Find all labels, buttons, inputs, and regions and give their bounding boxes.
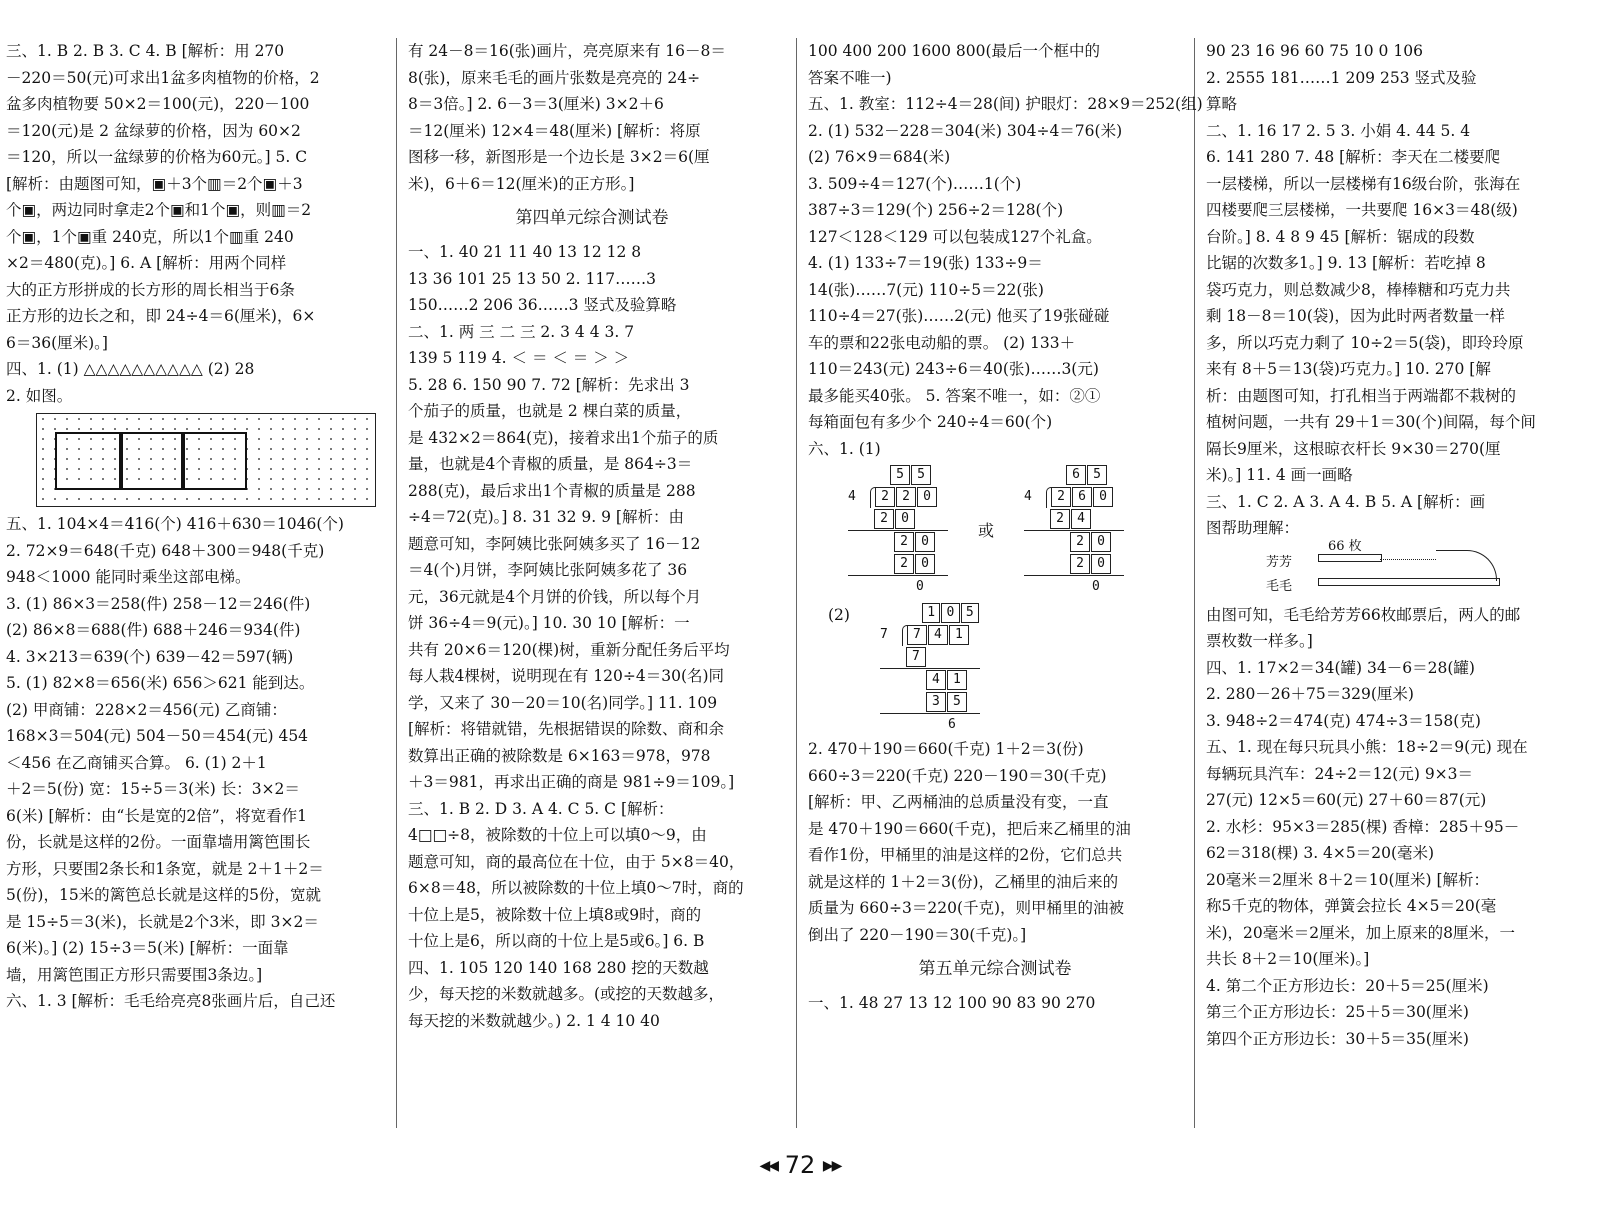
text-line: 最多能买40张。 5. 答案不唯一，如：②①: [808, 386, 1101, 405]
text-line: 每箱面包有多少个 240÷4＝60(个): [808, 413, 1053, 431]
text-line: 台阶。] 8. 4 8 9 45 [解析：锯成的段数: [1206, 227, 1475, 246]
text-line: 墙，用篱笆围正方形只需要围3条边。]: [6, 965, 263, 984]
text-line: 票枚数一样多。]: [1206, 632, 1313, 650]
text-line: 四、1. 105 120 140 168 280 挖的天数越: [408, 958, 709, 977]
column-divider: [796, 38, 797, 1128]
text-line: 五、1. 教室：112÷4＝28(间) 护眼灯：28×9＝252(组): [808, 95, 1203, 113]
text-line: 8(张)，原来毛毛的画片张数是亮亮的 24÷: [408, 68, 701, 87]
or-label: 或: [978, 520, 995, 540]
prev-arrows-icon: ◀◀: [759, 1158, 778, 1174]
text-line: 2. 470＋190＝660(千克) 1＋2＝3(份): [808, 740, 1084, 758]
text-line: 6(米)。] (2) 15÷3＝5(米) [解析：一面靠: [6, 939, 289, 957]
text-line: 米)，6＋6＝12(厘米)的正方形。]: [408, 174, 635, 193]
text-line: 盆多肉植物要 50×2＝100(元)，220－100: [6, 95, 310, 113]
text-line: 14(张)……7(元) 110÷5＝22(张): [808, 280, 1044, 299]
remainder: 0: [916, 578, 924, 594]
column-1: [6, 38, 386, 1015]
text-line: 方形，只要围2条长和1条宽，就是 2＋1＋2＝: [6, 859, 324, 878]
text-line: 共长 8＋2＝10(厘米)。]: [1206, 950, 1370, 968]
text-line: 米)，20毫米＝2厘米，加上原来的8厘米，一: [1206, 923, 1515, 942]
digit-box: 4: [928, 625, 948, 645]
text-line: 多，所以巧克力剩了 10÷2＝5(袋)，即玲玲原: [1206, 333, 1524, 352]
sub-question-label: (2): [828, 606, 850, 624]
text-line: (2) 甲商铺：228×2＝456(元) 乙商铺：: [6, 700, 287, 719]
next-arrows-icon: ▶▶: [822, 1158, 841, 1174]
text-line: ＋2＝5(份) 宽：15÷5＝3(米) 长：3×2＝: [6, 780, 300, 798]
text-line: 三、1. B 2. B 3. C 4. B [解析：用 270: [6, 42, 285, 60]
digit-box: 2: [1070, 554, 1090, 574]
text-line: 每辆玩具汽车：24÷2＝12(元) 9×3＝: [1206, 764, 1474, 783]
text-line: 比锯的次数多1。] 9. 13 [解析：若吃掉 8: [1206, 254, 1486, 272]
text-line: 5. 28 6. 150 90 7. 72 [解析：先求出 3: [408, 375, 690, 394]
text-line: 图移一移，新图形是一个边长是 3×2＝6(厘: [408, 148, 710, 166]
text-line: 第三个正方形边长：25＋5＝30(厘米): [1206, 1003, 1469, 1021]
page-footer: [0, 1151, 1600, 1179]
grid-rectangle: [181, 432, 247, 490]
text-line: 4. 3×213＝639(个) 639－42＝597(辆): [6, 647, 294, 666]
text-line: 剩 18－8＝10(袋)，因为此时两者数量一样: [1206, 307, 1505, 325]
text-line: 5. (1) 82×8＝656(米) 656＞621 能到达。: [6, 674, 315, 692]
long-division-a: [848, 464, 948, 598]
text-line: 正方形的边长之和，即 24÷4＝6(厘米)，6×: [6, 307, 316, 325]
digit-box: 4: [926, 670, 946, 690]
digit-box: 3: [926, 692, 946, 712]
digit-box: 2: [894, 554, 914, 574]
text-line: 第四个正方形边长：30＋5＝35(厘米): [1206, 1029, 1469, 1048]
text-line: ×2＝480(克)。] 6. A [解析：用两个同样: [6, 254, 287, 272]
text-line: 五、1. 104×4＝416(个) 416＋630＝1046(个): [6, 515, 344, 533]
text-line: 4. (1) 133÷7＝19(张) 133÷9＝: [808, 254, 1043, 272]
text-line: 3. 509÷4＝127(个)……1(个): [808, 174, 1022, 193]
text-line: ＋3＝981，再求出正确的商是 981÷9＝109。]: [408, 773, 735, 791]
text-line: 4□□÷8，被除数的十位上可以填0～9，由: [408, 826, 707, 844]
text-line: 139 5 119 4. ＜ ＝ ＜ ＝ ＞ ＞: [408, 349, 630, 367]
text-line: 袋巧克力，则总数减少8，棒棒糖和巧克力共: [1206, 280, 1511, 299]
text-line: 13 36 101 25 13 50 2. 117……3: [408, 269, 656, 288]
text-line: [解析：甲、乙两桶油的总质量没有变，一直: [808, 793, 1109, 811]
text-line: 共有 20×6＝120(棵)树，重新分配任务后平均: [408, 640, 730, 659]
text-line: 2. (1) 532－228＝304(米) 304÷4＝76(米): [808, 121, 1123, 140]
text-line: 车的票和22张电动船的票。 (2) 133＋: [808, 333, 1076, 352]
text-line: 十位上是5，被除数十位上填8或9时，商的: [408, 905, 702, 924]
text-line: 植树问题，一共有 29＋1＝30(个)间隔，每个间: [1206, 413, 1536, 431]
digit-box: 2: [896, 487, 916, 507]
text-line: 一层楼梯，所以一层楼梯有16级台阶，张海在: [1206, 174, 1521, 193]
column-2: [408, 38, 776, 1034]
long-division-c: [880, 602, 980, 736]
text-line: 少，每天挖的米数就越多。(或挖的天数越多，: [408, 985, 725, 1003]
text-line: 析：由题图可知，打孔相当于两端都不栽树的: [1206, 386, 1517, 405]
sketch-label-fangfang: 芳芳: [1266, 554, 1293, 570]
digit-box: 5: [911, 465, 931, 485]
text-line: 学，又来了 30－20＝10(名)同学。] 11. 109: [408, 693, 718, 712]
text-line: 量，也就是4个青椒的质量，是 864÷3＝: [408, 455, 693, 473]
text-line: 来有 8＋5＝13(袋)巧克力。] 10. 270 [解: [1206, 360, 1491, 378]
text-line: 2. 280－26＋75＝329(厘米): [1206, 685, 1414, 703]
text-line: 每天挖的米数就越少。) 2. 1 4 10 40: [408, 1011, 660, 1030]
text-line: 个▣，1个▣重 240克，所以1个▥重 240: [6, 227, 294, 246]
digit-box: 2: [1051, 487, 1071, 507]
text-line: 110÷4＝27(张)……2(元) 他买了19张碰碰: [808, 307, 1110, 325]
digit-box: 0: [915, 554, 935, 574]
text-line: ÷4＝72(克)。] 8. 31 32 9. 9 [解析：由: [408, 508, 684, 526]
column-4: [1206, 38, 1591, 1052]
text-line: 6(米) [解析：由“长是宽的2倍”，将宽看作1: [6, 806, 308, 825]
text-line: 六、1. 3 [解析：毛毛给亮亮8张画片后，自己还: [6, 992, 336, 1010]
section-title-unit5: 第五单元综合测试卷: [918, 959, 1072, 979]
text-line: 题意可知，商的最高位在十位，由于 5×8＝40，: [408, 852, 745, 871]
text-line: 6＝36(厘米)。]: [6, 333, 108, 352]
text-line: 62＝318(棵) 3. 4×5＝20(毫米): [1206, 844, 1435, 862]
text-line: 110＝243(元) 243÷6＝40(张)……3(元): [808, 360, 1099, 378]
text-line: 每人栽4棵树，说明现在有 120÷4＝30(名)同: [408, 667, 725, 685]
text-line: 个▣，两边同时拿走2个▣和1个▣，则▥＝2: [6, 201, 312, 219]
digit-box: 2: [874, 509, 894, 529]
text-line: 答案不唯一): [808, 68, 892, 87]
section-title-unit4: 第四单元综合测试卷: [515, 208, 669, 228]
text-line: 个茄子的质量，也就是 2 棵白菜的质量，: [408, 402, 692, 420]
text-line: －220＝50(元)可求出1盆多肉植物的价格，2: [6, 68, 320, 87]
digit-box: 1: [947, 670, 967, 690]
text-line: 看作1份，甲桶里的油是这样的2份，它们总共: [808, 846, 1123, 864]
text-line: 3. 948÷2＝474(克) 474÷3＝158(克): [1206, 711, 1481, 730]
text-line: 2. 如图。: [6, 386, 73, 405]
digit-box: 6: [1072, 487, 1092, 507]
digit-box: 0: [1091, 554, 1111, 574]
text-line: 就是这样的 1＋2＝3(份)，乙桶里的油后来的: [808, 872, 1119, 891]
text-line: 图帮助理解：: [1206, 519, 1300, 537]
text-line: (2) 76×9＝684(米): [808, 148, 951, 166]
text-line: 六、1. (1): [808, 439, 881, 458]
digit-box: 0: [941, 603, 959, 623]
digit-box: 7: [907, 625, 927, 645]
digit-box: 5: [890, 465, 910, 485]
text-line: 饼 36÷4＝9(元)。] 10. 30 10 [解析：一: [408, 614, 690, 632]
text-line: 90 23 16 96 60 75 10 0 106: [1206, 42, 1423, 60]
text-line: 隔长9厘米，这根晾衣杆长 9×30＝270(厘: [1206, 439, 1501, 458]
text-line: 数算出正确的被除数是 6×163＝978，978: [408, 746, 711, 765]
text-line: 2. 2555 181……1 209 253 竖式及验: [1206, 68, 1477, 87]
long-division-b: [1024, 464, 1124, 598]
text-line: 4. 第二个正方形边长：20＋5＝25(厘米): [1206, 976, 1489, 995]
text-line: 大的正方形拼成的长方形的周长相当于6条: [6, 280, 295, 299]
text-line: [解析：将错就错，先根据错误的除数、商和余: [408, 720, 725, 738]
digit-box: 0: [917, 487, 937, 507]
text-line: 127＜128＜129 可以包装成127个礼盒。: [808, 227, 1102, 246]
digit-box: 0: [1091, 532, 1111, 552]
text-line: 660÷3＝220(千克) 220－190＝30(千克): [808, 766, 1107, 785]
text-line: 387÷3＝129(个) 256÷2＝128(个): [808, 201, 1064, 219]
long-division-figures: [848, 464, 1182, 598]
remainder: 0: [1092, 578, 1100, 594]
digit-box: 7: [906, 647, 926, 667]
text-line: 是 432×2＝864(克)，接着求出1个茄子的质: [408, 428, 719, 447]
text-line: 一、1. 48 27 13 12 100 90 83 90 270: [808, 994, 1096, 1012]
text-line: 五、1. 现在每只玩具小熊：18÷2＝9(元) 现在: [1206, 738, 1528, 756]
text-line: 288(克)，最后求出1个青椒的质量是 288: [408, 481, 696, 500]
text-line: 四楼要爬三层楼梯，一共要爬 16×3＝48(级): [1206, 201, 1518, 219]
sketch-label-maomao: 毛毛: [1266, 578, 1293, 594]
text-line: 四、1. 17×2＝34(罐) 34－6＝28(罐): [1206, 658, 1475, 677]
text-line: 2. 72×9＝648(千克) 648＋300＝948(千克): [6, 541, 325, 560]
text-line: ＝12(厘米) 12×4＝48(厘米) [解析：将原: [408, 121, 701, 140]
digit-box: 4: [1071, 509, 1091, 529]
digit-box: 1: [949, 625, 969, 645]
digit-box: 2: [1070, 532, 1090, 552]
digit-box: 0: [1093, 487, 1113, 507]
remainder: 6: [947, 716, 956, 732]
text-line: 元，36元就是4个月饼的价钱，所以每个月: [408, 587, 702, 606]
grid-rectangle: [55, 432, 123, 490]
text-line: 6×8＝48，所以被除数的十位上填0～7时，商的: [408, 879, 744, 897]
text-line: ＝120，所以一盆绿萝的价格为60元。] 5. C: [6, 148, 308, 166]
column-divider: [396, 38, 397, 1128]
text-line: 一、1. 40 21 11 40 13 12 12 8: [408, 243, 642, 261]
text-line: 27(元) 12×5＝60(元) 27＋60＝87(元): [1206, 791, 1487, 809]
text-line: 948＜1000 能同时乘坐这部电梯。: [6, 568, 251, 586]
digit-box: 2: [894, 532, 914, 552]
digit-box: 6: [1066, 465, 1086, 485]
digit-box: 0: [915, 532, 935, 552]
text-line: 三、1. C 2. A 3. A 4. B 5. A [解析：画: [1206, 492, 1486, 511]
text-line: (2) 86×8＝688(件) 688＋246＝934(件): [6, 621, 301, 639]
text-line: 米)。] 11. 4 画一画略: [1206, 466, 1353, 484]
divisor: 4: [1024, 488, 1032, 504]
text-line: 是 15÷5＝3(米)，长就是2个3米，即 3×2＝: [6, 912, 319, 931]
text-line: 20毫米＝2厘米 8＋2＝10(厘米) [解析：: [1206, 870, 1490, 889]
divisor: 7: [879, 626, 888, 642]
divisor: 4: [848, 488, 856, 504]
stamp-sketch: [1266, 538, 1591, 598]
text-line: ＝4(个)月饼，李阿姨比张阿姨多花了 36: [408, 561, 688, 579]
text-line: [解析：由题图可知，▣＋3个▥＝2个▣＋3: [6, 174, 303, 193]
sketch-label-66: 66 枚: [1328, 538, 1362, 554]
sketch-arrow: [1436, 550, 1497, 581]
digit-box: 5: [947, 692, 967, 712]
digit-box: 5: [1087, 465, 1107, 485]
digit-box: 0: [895, 509, 915, 529]
grid-rectangle: [119, 432, 185, 490]
digit-box: 5: [961, 603, 979, 623]
text-line: 8＝3倍。] 2. 6－3＝3(厘米) 3×2＋6: [408, 95, 664, 113]
digit-box: 1: [922, 603, 940, 623]
text-line: 题意可知，李阿姨比张阿姨多买了 16－12: [408, 534, 701, 553]
text-line: 168×3＝504(元) 504－50＝454(元) 454: [6, 727, 309, 745]
text-line: ＜456 在乙商铺买合算。 6. (1) 2＋1: [6, 753, 267, 772]
text-line: 有 24－8＝16(张)画片，亮亮原来有 16－8＝: [408, 42, 726, 60]
text-line: 二、1. 两 三 二 三 2. 3 4 4 3. 7: [408, 322, 635, 341]
text-line: 十位上是6，所以商的十位上是5或6。] 6. B: [408, 932, 705, 950]
text-line: ＝120(元)是 2 盆绿萝的价格，因为 60×2: [6, 121, 301, 140]
text-line: 150……2 206 36……3 竖式及验算略: [408, 296, 677, 314]
text-line: 份，长就是这样的2份。一面靠墙用篱笆围长: [6, 833, 311, 851]
text-line: 100 400 200 1600 800(最后一个框中的: [808, 42, 1101, 60]
digit-box: 2: [1050, 509, 1070, 529]
text-line: 质量为 660÷3＝220(千克)，则甲桶里的油被: [808, 899, 1125, 917]
text-line: 算略: [1206, 95, 1238, 113]
text-line: 5(份)，15米的篱笆总长就是这样的5份，宽就: [6, 886, 322, 904]
digit-box: 2: [875, 487, 895, 507]
sketch-dotted: [1380, 559, 1436, 560]
text-line: 称5千克的物体，弹簧会拉长 4×5＝20(毫: [1206, 897, 1497, 915]
grid-figure: [36, 413, 376, 507]
text-line: 2. 水杉：95×3＝285(棵) 香樟：285＋95－: [1206, 817, 1520, 836]
column-divider: [1194, 38, 1195, 1128]
text-line: 三、1. B 2. D 3. A 4. C 5. C [解析：: [408, 799, 674, 818]
text-line: 倒出了 220－190＝30(千克)。]: [808, 925, 1027, 944]
text-line: 四、1. (1) △△△△△△△△△△ (2) 28: [6, 360, 255, 378]
column-3: [808, 38, 1203, 1017]
text-line: 3. (1) 86×3＝258(件) 258－12＝246(件): [6, 594, 311, 613]
text-line: 是 470＋190＝660(千克)，把后来乙桶里的油: [808, 819, 1131, 838]
text-line: 由图可知，毛毛给芳芳66枚邮票后，两人的邮: [1206, 605, 1521, 624]
text-line: 6. 141 280 7. 48 [解析：李天在二楼要爬: [1206, 148, 1501, 166]
text-line: 二、1. 16 17 2. 5 3. 小娟 4. 44 5. 4: [1206, 121, 1471, 140]
page-number: 72: [784, 1151, 816, 1179]
